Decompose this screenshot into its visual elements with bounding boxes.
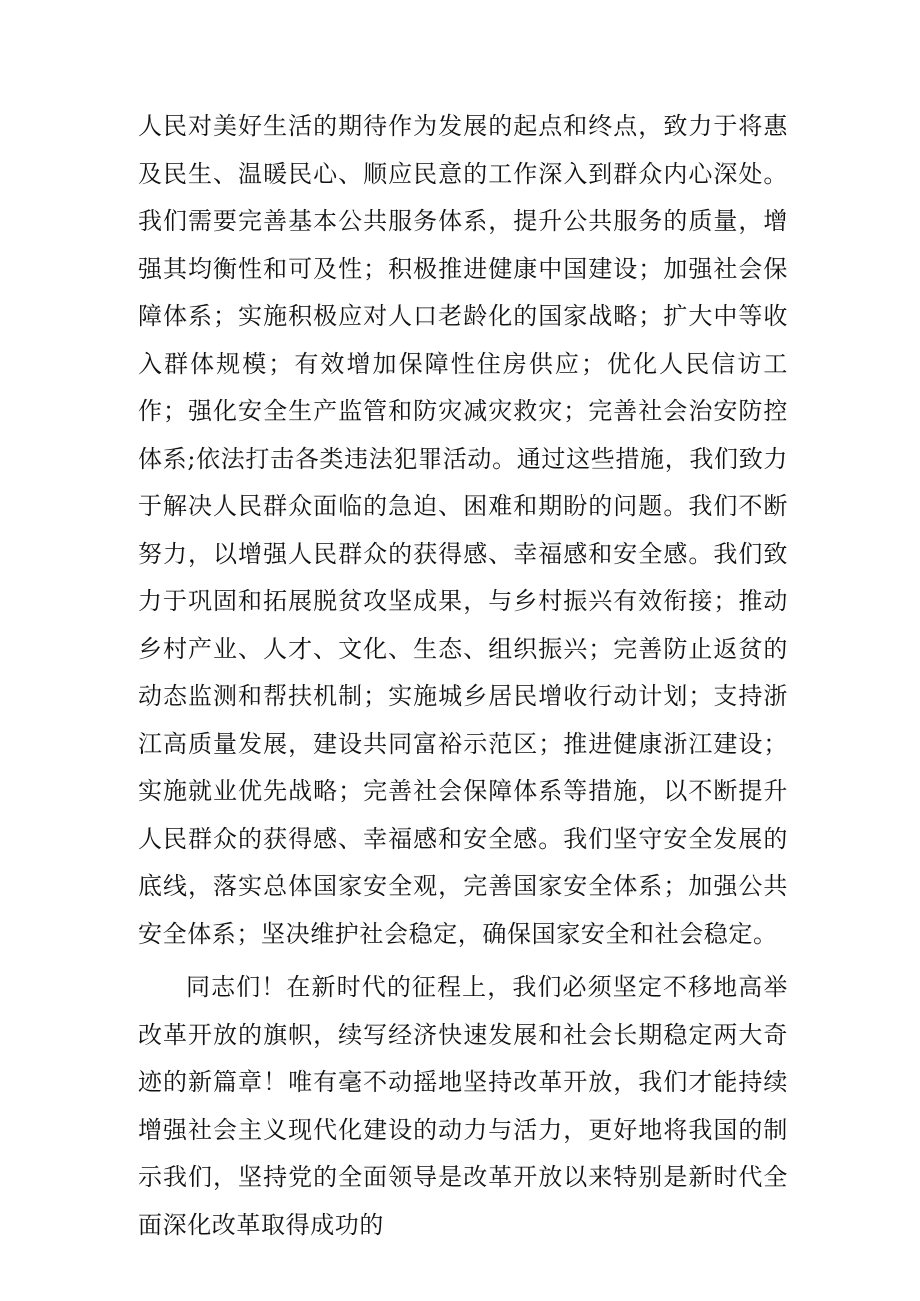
paragraph-2: 同志们！在新时代的征程上，我们必须坚定不移地高举改革开放的旗帜，续写经济快速发展和社会长期稳定两大奇迹的新篇章！唯有毫不动摇地坚持改革开放，我们才能持续增强社会主义现代化建设的动力与活力，更好地将我国的制示我们，坚持党的全面领导是改革开放以来特别是新时代全面深化改革取得成功的 <box>138 973 788 1239</box>
document-body <box>138 103 788 1249</box>
paragraph-1: 人民对美好生活的期待作为发展的起点和终点，致力于将惠及民生、温暖民心、顺应民意的工作深入到群众内心深处。我们需要完善基本公共服务体系，提升公共服务的质量，增强其均衡性和可及性；积极推进健康中国建设；加强社会保障体系；实施积极应对人口老龄化的国家战略；扩大中等收入群体规模；有效增加保障性住房供应；优化人民信访工作；强化安全生产监管和防灾减灾救灾；完善社会治安防控体系;依法打击各类违法犯罪活动。通过这些措施，我们致力于解决人民群众面临的急迫、困难和期盼的问题。我们不断努力，以增强人民群众的获得感、幸福感和安全感。我们致力于巩固和拓展脱贫攻坚成果，与乡村振兴有效衔接；推动乡村产业、人才、文化、生态、组织振兴；完善防止返贫的动态监测和帮扶机制；实施城乡居民增收行动计划；支持浙江高质量发展，建设共同富裕示范区；推进健康浙江建设；实施就业优先战略；完善社会保障体系等措施，以不断提升人民群众的获得感、幸福感和安全感。我们坚守安全发展的底线，落实总体国家安全观，完善国家安全体系；加强公共安全体系；坚决维护社会稳定，确保国家安全和社会稳定。 <box>138 112 788 948</box>
